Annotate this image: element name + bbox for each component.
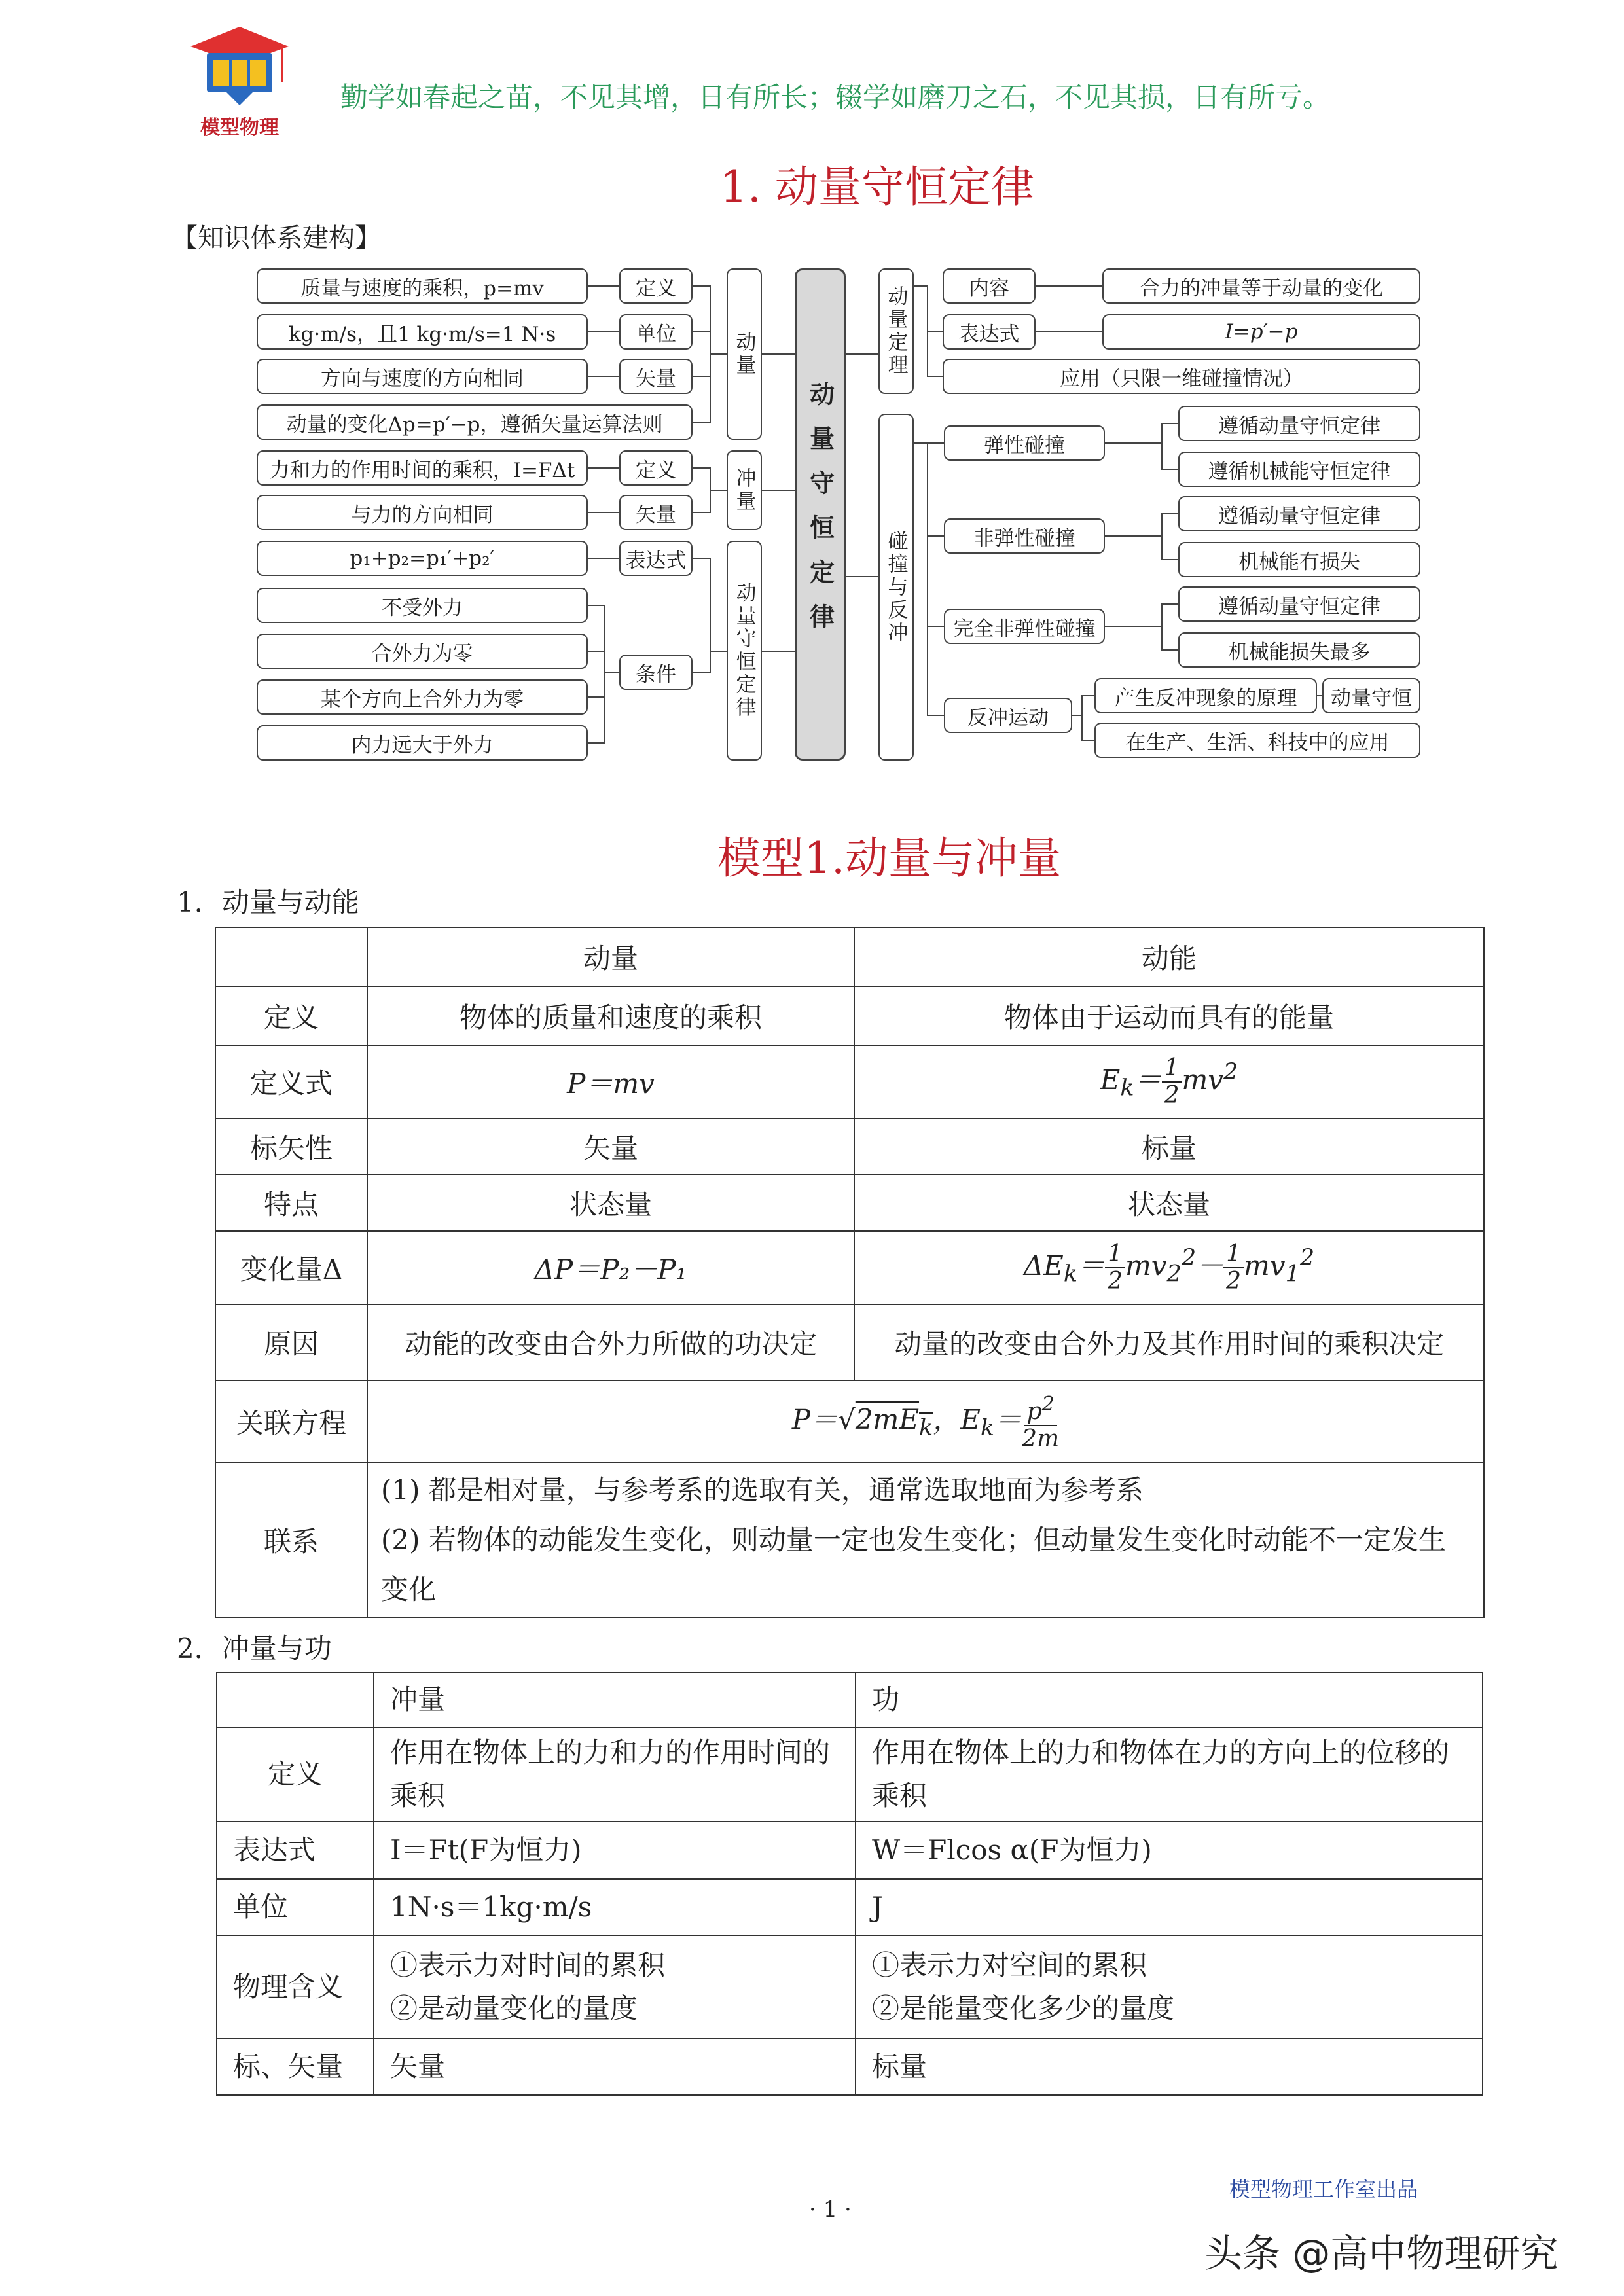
tag: 表达式 bbox=[619, 541, 693, 576]
theorem-value: 应用（只限一维碰撞情况） bbox=[943, 359, 1420, 394]
tag: 定义 bbox=[619, 450, 693, 486]
left-item: 合外力为零 bbox=[257, 634, 588, 669]
group-conservation: 动量守恒定律 bbox=[727, 541, 762, 761]
page-title: 1. 动量守恒定律 bbox=[720, 162, 1034, 212]
table-impulse-work: 冲量 功 定义 作用在物体上的力和力的作用时间的乘积 作用在物体上的力和物体在力的方向上的位移的乘积 表达式 I＝Ft(F为恒力) W＝Flcos α(F为恒力) 单位 1N·s＝1kg·m/s J 物理含义 ①表示力对时间的累积 ②是动量变化的量度 ①表示力对空间的累积 ②是能量变化多少的量度 标、矢量 矢量 标量 bbox=[216, 1672, 1483, 2096]
motto: 勤学如春起之苗，不见其增，日有所长；辍学如磨刀之石，不见其损，日有所亏。 bbox=[340, 81, 1331, 113]
tag: 定义 bbox=[619, 268, 693, 304]
collision-b: 在生产、生活、科技中的应用 bbox=[1094, 723, 1420, 758]
theorem-value: 合力的冲量等于动量的变化 bbox=[1102, 268, 1420, 304]
section-label: 【知识体系建构】 bbox=[171, 223, 381, 253]
tag: 矢量 bbox=[619, 495, 693, 530]
delta-ek-formula: $\Delta E_k=$ $\frac{1}{2}$ $mv_2^2-$ $\frac{1}{2}$ $mv_1^2$ bbox=[854, 1231, 1484, 1304]
collision-label: 弹性碰撞 bbox=[944, 425, 1105, 461]
left-item: 动量的变化Δp=p′−p，遵循矢量运算法则 bbox=[257, 404, 693, 440]
collision-label: 反冲运动 bbox=[944, 698, 1072, 733]
left-item: kg·m/s，且1 kg·m/s=1 N·s bbox=[257, 314, 588, 350]
graduation-cap-icon bbox=[187, 24, 292, 109]
collision-b: 机械能损失最多 bbox=[1178, 632, 1420, 668]
left-item: 不受外力 bbox=[257, 588, 588, 623]
group-collision: 碰撞与反冲 bbox=[878, 414, 914, 761]
group-momentum: 动量 bbox=[727, 268, 762, 440]
table-momentum-energy: 动量 动能 定义 物体的质量和速度的乘积 物体由于运动而具有的能量 定义式 P＝mv $E_k=$ $\frac{1}{2}$ $mv^2$ 标矢性 矢量 标量 特点 状态量 状态量 变化量Δ ΔP＝P₂－P₁ $\Delta E_k=$ $\frac{1}{2}$ $mv_2^2-$ $\frac{1}{2}$ $mv_1^2$ 原因 动能的改变由合外力所做的功决定 动量的改变由合外力及其作用时间的乘积决定 关联方程 $P=√2mE_k$，$E_k=$ $\frac{p^2}{2m}$ 联系 (1) 都是相对量，与参考系的选取有关，通常选取地面为参考系 (2) 若物体的动能发生变化，则动量一定也发生变化；但动量发生变化时动能不一定发生变化 bbox=[215, 927, 1485, 1618]
left-item: 某个方向上合外力为零 bbox=[257, 679, 588, 715]
collision-a: 遵循动量守恒定律 bbox=[1178, 586, 1420, 622]
model-title: 模型1.动量与冲量 bbox=[717, 833, 1061, 884]
logo-text: 模型物理 bbox=[200, 117, 279, 139]
left-item: 质量与速度的乘积，p=mv bbox=[257, 268, 588, 304]
theorem-value: I=p′−p bbox=[1102, 314, 1420, 350]
watermark: 头条 @高中物理研究 bbox=[1204, 2231, 1559, 2276]
sub-heading-1: 1．动量与动能 bbox=[177, 886, 359, 918]
collision-b: 机械能有损失 bbox=[1178, 542, 1420, 577]
relation-formula: $P=√2mE_k$，$E_k=$ $\frac{p^2}{2m}$ bbox=[367, 1380, 1484, 1463]
studio-credit: 模型物理工作室出品 bbox=[1229, 2177, 1418, 2202]
collision-c: 动量守恒 bbox=[1322, 678, 1420, 713]
theorem-label: 表达式 bbox=[943, 314, 1036, 350]
center-node: 动量守恒定律 bbox=[795, 268, 846, 761]
left-item: p₁+p₂=p₁′+p₂′ bbox=[257, 541, 588, 576]
tag: 单位 bbox=[619, 314, 693, 350]
ek-formula: $E_k=$ $\frac{1}{2}$ $mv^2$ bbox=[854, 1045, 1484, 1119]
collision-label: 非弹性碰撞 bbox=[944, 518, 1105, 554]
collision-a: 产生反冲现象的原理 bbox=[1094, 678, 1317, 713]
left-item: 内力远大于外力 bbox=[257, 725, 588, 761]
left-item: 力和力的作用时间的乘积，I=FΔt bbox=[257, 450, 588, 486]
theorem-label: 内容 bbox=[943, 268, 1036, 304]
logo bbox=[187, 24, 292, 139]
group-theorem: 动量定理 bbox=[878, 268, 914, 394]
group-impulse: 冲量 bbox=[727, 450, 762, 530]
tag: 矢量 bbox=[619, 359, 693, 394]
sub-heading-2: 2．冲量与功 bbox=[177, 1632, 332, 1664]
tag: 条件 bbox=[619, 655, 693, 690]
collision-label: 完全非弹性碰撞 bbox=[944, 609, 1105, 644]
page-number: · 1 · bbox=[809, 2197, 852, 2223]
left-item: 方向与速度的方向相同 bbox=[257, 359, 588, 394]
collision-b: 遵循机械能守恒定律 bbox=[1178, 452, 1420, 487]
collision-a: 遵循动量守恒定律 bbox=[1178, 406, 1420, 441]
collision-a: 遵循动量守恒定律 bbox=[1178, 496, 1420, 531]
left-item: 与力的方向相同 bbox=[257, 495, 588, 530]
